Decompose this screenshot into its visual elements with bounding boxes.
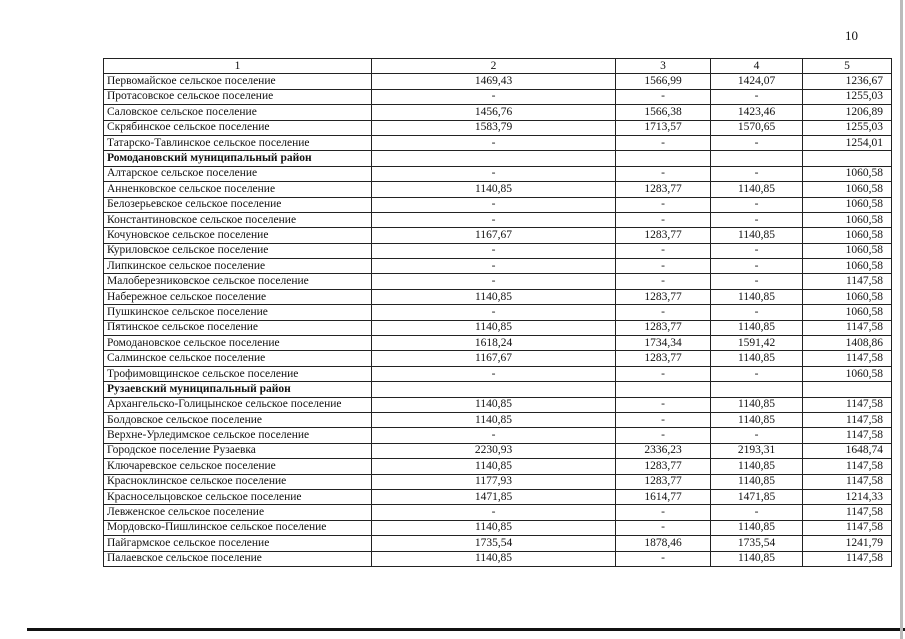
value-cell-c5: 1147,58: [803, 412, 892, 427]
value-cell-c4: 1423,46: [711, 105, 803, 120]
settlement-name: Липкинское сельское поселение: [104, 259, 372, 274]
settlement-name: Пушкинское сельское поселение: [104, 305, 372, 320]
value-cell-c3: -: [616, 428, 711, 443]
settlement-name: Верхне-Урледимское сельское поселение: [104, 428, 372, 443]
value-cell-c4: 1140,85: [711, 412, 803, 427]
table-row: [104, 89, 892, 104]
value-cell-c4: 1140,85: [711, 474, 803, 489]
page-right-edge: [900, 0, 903, 639]
value-cell-c5: 1060,58: [803, 259, 892, 274]
value-cell-c3: -: [616, 412, 711, 427]
value-cell-c2: 1177,93: [372, 474, 616, 489]
value-cell-c3: -: [616, 551, 711, 566]
value-cell-c4: 1140,85: [711, 397, 803, 412]
page-number: 10: [845, 28, 858, 43]
value-cell-c3: 1566,38: [616, 105, 711, 120]
section-row: [104, 382, 892, 397]
settlement-name: Анненковское сельское поселение: [104, 182, 372, 197]
value-cell-c3: 1878,46: [616, 536, 711, 551]
value-cell-c2: 1140,85: [372, 520, 616, 535]
table-row: [104, 120, 892, 135]
value-cell-c2: 1735,54: [372, 536, 616, 551]
value-cell-c5: 1060,58: [803, 366, 892, 381]
value-cell-c3: 1283,77: [616, 459, 711, 474]
value-cell-c2: -: [372, 197, 616, 212]
section-title: Ромодановский муниципальный район: [104, 151, 372, 166]
value-cell-c3: -: [616, 259, 711, 274]
settlement-name: Куриловское сельское поселение: [104, 243, 372, 258]
value-cell-c3: -: [616, 305, 711, 320]
value-cell-c5: 1254,01: [803, 135, 892, 150]
value-cell-c5: 1060,58: [803, 289, 892, 304]
empty-cell: [616, 151, 711, 166]
header-cell-5: 5: [803, 59, 892, 74]
value-cell-c2: -: [372, 366, 616, 381]
value-cell-c3: 1283,77: [616, 228, 711, 243]
value-cell-c4: -: [711, 274, 803, 289]
header-cell-2: 2: [372, 59, 616, 74]
value-cell-c3: -: [616, 197, 711, 212]
table-row: [104, 536, 892, 551]
value-cell-c2: 1140,85: [372, 289, 616, 304]
header-cell-1: 1: [104, 59, 372, 74]
value-cell-c4: -: [711, 366, 803, 381]
value-cell-c3: 2336,23: [616, 443, 711, 458]
value-cell-c2: 1140,85: [372, 320, 616, 335]
value-cell-c2: -: [372, 135, 616, 150]
value-cell-c2: 1583,79: [372, 120, 616, 135]
settlement-name: Малоберезниковское сельское поселение: [104, 274, 372, 289]
table-row: [104, 366, 892, 381]
value-cell-c3: -: [616, 397, 711, 412]
value-cell-c5: 1147,58: [803, 397, 892, 412]
value-cell-c3: 1283,77: [616, 351, 711, 366]
value-cell-c5: 1241,79: [803, 536, 892, 551]
value-cell-c3: 1283,77: [616, 182, 711, 197]
table-row: [104, 505, 892, 520]
empty-cell: [711, 151, 803, 166]
header-cell-3: 3: [616, 59, 711, 74]
value-cell-c5: 1060,58: [803, 166, 892, 181]
value-cell-c4: -: [711, 259, 803, 274]
value-cell-c4: 1140,85: [711, 551, 803, 566]
value-cell-c4: 1140,85: [711, 320, 803, 335]
section-title: Рузаевский муниципальный район: [104, 382, 372, 397]
table-row: [104, 459, 892, 474]
value-cell-c3: -: [616, 243, 711, 258]
value-cell-c3: 1283,77: [616, 289, 711, 304]
value-cell-c3: -: [616, 274, 711, 289]
value-cell-c3: -: [616, 366, 711, 381]
settlement-name: Левженское сельское поселение: [104, 505, 372, 520]
table-row: [104, 243, 892, 258]
value-cell-c2: -: [372, 89, 616, 104]
value-cell-c2: 1618,24: [372, 336, 616, 351]
value-cell-c4: 1471,85: [711, 489, 803, 504]
empty-cell: [803, 382, 892, 397]
value-cell-c5: 1147,58: [803, 351, 892, 366]
value-cell-c4: -: [711, 166, 803, 181]
value-cell-c2: 2230,93: [372, 443, 616, 458]
value-cell-c3: -: [616, 89, 711, 104]
value-cell-c4: 1140,85: [711, 228, 803, 243]
table-row: [104, 397, 892, 412]
empty-cell: [711, 382, 803, 397]
table-row: [104, 474, 892, 489]
table-row: [104, 74, 892, 89]
value-cell-c2: -: [372, 243, 616, 258]
settlement-name: Красноклинское сельское поселение: [104, 474, 372, 489]
value-cell-c4: -: [711, 197, 803, 212]
value-cell-c2: -: [372, 305, 616, 320]
settlement-name: Скрябинское сельское поселение: [104, 120, 372, 135]
value-cell-c2: -: [372, 428, 616, 443]
value-cell-c5: 1147,58: [803, 474, 892, 489]
value-cell-c2: 1167,67: [372, 351, 616, 366]
settlement-name: Белозерьевское сельское поселение: [104, 197, 372, 212]
table-row: [104, 351, 892, 366]
settlement-name: Трофимовщинское сельское поселение: [104, 366, 372, 381]
value-cell-c4: 2193,31: [711, 443, 803, 458]
value-cell-c2: -: [372, 259, 616, 274]
empty-cell: [803, 151, 892, 166]
empty-cell: [372, 382, 616, 397]
tariff-table: [103, 58, 892, 567]
value-cell-c4: 1140,85: [711, 289, 803, 304]
value-cell-c4: 1140,85: [711, 520, 803, 535]
value-cell-c4: 1424,07: [711, 74, 803, 89]
value-cell-c3: -: [616, 212, 711, 227]
settlement-name: Болдовское сельское поселение: [104, 412, 372, 427]
settlement-name: Кочуновское сельское поселение: [104, 228, 372, 243]
value-cell-c2: -: [372, 274, 616, 289]
value-cell-c5: 1060,58: [803, 305, 892, 320]
value-cell-c2: -: [372, 212, 616, 227]
value-cell-c5: 1060,58: [803, 197, 892, 212]
settlement-name: Архангельско-Голицынское сельское поселение: [104, 397, 372, 412]
value-cell-c4: 1140,85: [711, 351, 803, 366]
table-row: [104, 182, 892, 197]
value-cell-c4: 1140,85: [711, 182, 803, 197]
empty-cell: [372, 151, 616, 166]
table-row: [104, 274, 892, 289]
value-cell-c2: 1140,85: [372, 397, 616, 412]
value-cell-c5: 1060,58: [803, 182, 892, 197]
value-cell-c2: -: [372, 166, 616, 181]
table-row: [104, 105, 892, 120]
header-row: [104, 59, 892, 74]
header-cell-4: 4: [711, 59, 803, 74]
value-cell-c3: -: [616, 166, 711, 181]
table-row: [104, 212, 892, 227]
table-row: [104, 520, 892, 535]
value-cell-c2: 1167,67: [372, 228, 616, 243]
value-cell-c2: 1140,85: [372, 551, 616, 566]
value-cell-c3: 1566,99: [616, 74, 711, 89]
value-cell-c5: 1255,03: [803, 89, 892, 104]
value-cell-c4: -: [711, 428, 803, 443]
table-row: [104, 197, 892, 212]
value-cell-c4: -: [711, 505, 803, 520]
table-row: [104, 443, 892, 458]
value-cell-c5: 1147,58: [803, 551, 892, 566]
settlement-name: Алтарское сельское поселение: [104, 166, 372, 181]
value-cell-c4: 1591,42: [711, 336, 803, 351]
value-cell-c4: -: [711, 89, 803, 104]
table-row: [104, 336, 892, 351]
value-cell-c2: -: [372, 505, 616, 520]
settlement-name: Пайгармское сельское поселение: [104, 536, 372, 551]
value-cell-c5: 1147,58: [803, 428, 892, 443]
settlement-name: Палаевское сельское поселение: [104, 551, 372, 566]
value-cell-c5: 1214,33: [803, 489, 892, 504]
table-row: [104, 166, 892, 181]
settlement-name: Набережное сельское поселение: [104, 289, 372, 304]
value-cell-c4: -: [711, 305, 803, 320]
value-cell-c3: 1614,77: [616, 489, 711, 504]
section-row: [104, 151, 892, 166]
value-cell-c5: 1648,74: [803, 443, 892, 458]
value-cell-c3: 1734,34: [616, 336, 711, 351]
value-cell-c3: -: [616, 135, 711, 150]
settlement-name: Городское поселение Рузаевка: [104, 443, 372, 458]
value-cell-c3: 1283,77: [616, 474, 711, 489]
value-cell-c5: 1408,86: [803, 336, 892, 351]
value-cell-c4: -: [711, 135, 803, 150]
value-cell-c5: 1060,58: [803, 212, 892, 227]
value-cell-c5: 1147,58: [803, 505, 892, 520]
value-cell-c2: 1140,85: [372, 459, 616, 474]
value-cell-c5: 1147,58: [803, 274, 892, 289]
value-cell-c2: 1469,43: [372, 74, 616, 89]
value-cell-c4: -: [711, 243, 803, 258]
value-cell-c5: 1206,89: [803, 105, 892, 120]
settlement-name: Красносельцовское сельское поселение: [104, 489, 372, 504]
value-cell-c3: 1713,57: [616, 120, 711, 135]
table-row: [104, 551, 892, 566]
settlement-name: Салминское сельское поселение: [104, 351, 372, 366]
value-cell-c2: 1140,85: [372, 412, 616, 427]
page-bottom-border: [27, 628, 905, 631]
settlement-name: Константиновское сельское поселение: [104, 212, 372, 227]
value-cell-c2: 1456,76: [372, 105, 616, 120]
value-cell-c4: 1570,65: [711, 120, 803, 135]
settlement-name: Пятинское сельское поселение: [104, 320, 372, 335]
settlement-name: Ромодановское сельское поселение: [104, 336, 372, 351]
value-cell-c2: 1471,85: [372, 489, 616, 504]
value-cell-c5: 1147,58: [803, 320, 892, 335]
settlement-name: Татарско-Тавлинское сельское поселение: [104, 135, 372, 150]
settlement-name: Мордовско-Пишлинское сельское поселение: [104, 520, 372, 535]
table-row: [104, 305, 892, 320]
value-cell-c3: -: [616, 520, 711, 535]
value-cell-c5: 1147,58: [803, 520, 892, 535]
value-cell-c5: 1060,58: [803, 243, 892, 258]
table-row: [104, 135, 892, 150]
settlement-name: Саловское сельское поселение: [104, 105, 372, 120]
table-row: [104, 489, 892, 504]
table-row: [104, 320, 892, 335]
value-cell-c4: 1735,54: [711, 536, 803, 551]
value-cell-c5: 1147,58: [803, 459, 892, 474]
table-row: [104, 259, 892, 274]
value-cell-c3: -: [616, 505, 711, 520]
settlement-name: Первомайское сельское поселение: [104, 74, 372, 89]
table-row: [104, 428, 892, 443]
value-cell-c3: 1283,77: [616, 320, 711, 335]
value-cell-c2: 1140,85: [372, 182, 616, 197]
table-row: [104, 289, 892, 304]
settlement-name: Протасовское сельское поселение: [104, 89, 372, 104]
empty-cell: [616, 382, 711, 397]
settlement-name: Ключаревское сельское поселение: [104, 459, 372, 474]
table-row: [104, 228, 892, 243]
value-cell-c5: 1060,58: [803, 228, 892, 243]
value-cell-c5: 1236,67: [803, 74, 892, 89]
table-row: [104, 412, 892, 427]
value-cell-c5: 1255,03: [803, 120, 892, 135]
value-cell-c4: -: [711, 212, 803, 227]
value-cell-c4: 1140,85: [711, 459, 803, 474]
